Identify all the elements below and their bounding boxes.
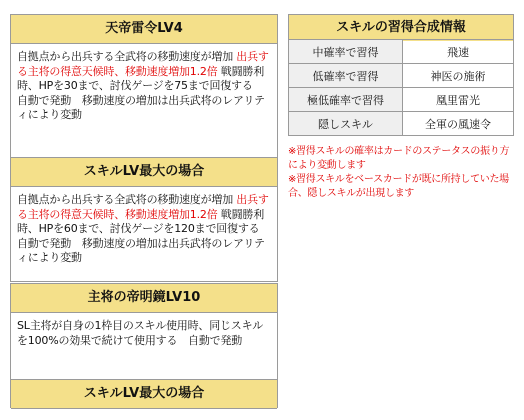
max-description-text: 自拠点から出兵する全武将の移動速度が増加 (17, 193, 237, 206)
table-row (289, 112, 514, 136)
synthesis-title: スキルの習得合成情報 (289, 15, 513, 41)
max-level-description (11, 187, 277, 272)
max-level-title: スキルLV最大の場合 (11, 157, 277, 187)
row-value: 神医の施術 (403, 64, 514, 88)
skill-description (11, 44, 277, 157)
description-highlight: 出兵する主将の得意天候時、移動速度増加1.2倍 (17, 50, 269, 78)
skill-title: 天帝雷令LV4 (11, 15, 277, 44)
skill-title-2: 主将の帝明鏡LV10 (11, 284, 277, 313)
synthesis-header-box (288, 14, 514, 40)
table-row (289, 40, 514, 64)
note-hidden-skill: ※習得スキルをベースカードが既に所持していた場合、隠しスキルが出現します (288, 174, 509, 199)
row-key: 低確率で習得 (289, 64, 403, 88)
row-value: 凰里雷光 (403, 88, 514, 112)
row-value: 全軍の風速令 (403, 112, 514, 136)
description-text: 自拠点から出兵する全武将の移動速度が増加 (17, 50, 237, 63)
table-row (289, 88, 514, 112)
row-key: 中確率で習得 (289, 40, 403, 64)
max-description-highlight: 出兵する主将の得意天候時、移動速度増加1.2倍 (17, 193, 269, 221)
max-level-title-2: スキルLV最大の場合 (11, 379, 277, 409)
skill-description-2: SL主将が自身の1枠目のスキル使用時、同じスキルを100%の効果で続けて使用する 自動で発動 (17, 319, 264, 347)
max-description-text-rest: 戦闘勝利時、HPを60まで、討伐ゲージを120まで回復する 自動で発動 移動速度の増加は出兵武将のレアリティにより変動 (17, 207, 271, 265)
row-key: 極低確率で習得 (289, 88, 403, 112)
note-probability: ※習得スキルの確率はカードのステータスの振り方により変動します (288, 146, 510, 171)
synthesis-notes (288, 145, 516, 201)
skill-box-1 (10, 14, 278, 282)
description-text-rest: 戦闘勝利時、HPを30まで、討伐ゲージを75まで回復する 自動で発動 移動速度の増加は出兵武将のレアリティにより変動 (17, 64, 265, 122)
row-value: 飛速 (403, 40, 514, 64)
table-row (289, 64, 514, 88)
row-key: 隠しスキル (289, 112, 403, 136)
synthesis-table (288, 39, 514, 136)
skill-box-2 (10, 283, 278, 408)
